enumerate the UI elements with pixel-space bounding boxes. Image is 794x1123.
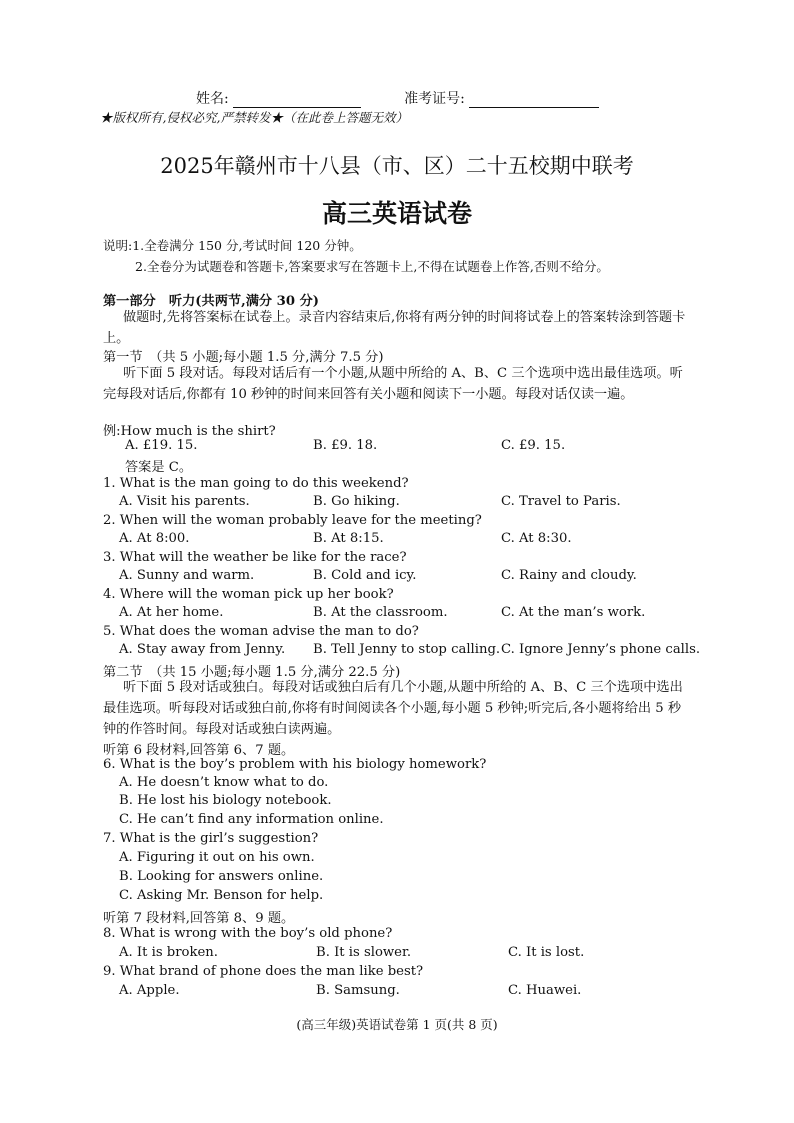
section2-instruction: 听下面 5 段对话或独白。每段对话或独白后有几个小题,从题中所给的 A、B、C 三个选项中选出最佳选项。听每段对话或独白前,你将有时间阅读各个小题,每小题 5 秒钟;听完后,各小题将给出 5 秒钟的作答时间。每段对话或独白读两遍。 xyxy=(103,680,683,737)
q2-option-b: B. At 8:15. xyxy=(313,531,384,546)
question-7: 7. What is the girl’s suggestion? xyxy=(103,831,319,846)
question-8: 8. What is wrong with the boy’s old phone? xyxy=(103,926,393,941)
q8-option-a: A. It is broken. xyxy=(119,945,218,960)
q7-option-c: C. Asking Mr. Benson for help. xyxy=(119,888,324,903)
q5-option-a: A. Stay away from Jenny. xyxy=(119,642,286,657)
q3-option-b: B. Cold and icy. xyxy=(313,568,417,583)
q7-option-b: B. Looking for answers online. xyxy=(119,869,324,884)
copyright-notice: ★版权所有,侵权必究,严禁转发★（在此卷上答题无效） xyxy=(100,110,408,125)
part1-heading: 第一部分 听力(共两节,满分 30 分) xyxy=(103,294,320,309)
question-3: 3. What will the weather be like for the race? xyxy=(103,550,407,565)
question-6: 6. What is the boy’s problem with his biology homework? xyxy=(103,757,487,772)
q3-option-a: A. Sunny and warm. xyxy=(119,568,255,583)
section1-instruction: 听下面 5 段对话。每段对话后有一个小题,从题中所给的 A、B、C 三个选项中选出最佳选项。听完每段对话后,你都有 10 秒钟的时间来回答有关小题和阅读下一小题。每段对话仅读一遍。 xyxy=(103,366,683,402)
q1-option-a: A. Visit his parents. xyxy=(119,494,250,509)
q9-option-c: C. Huawei. xyxy=(508,983,582,998)
name-blank xyxy=(233,93,361,108)
example-option-a: A. £19. 15. xyxy=(125,438,198,453)
question-5: 5. What does the woman advise the man to do? xyxy=(103,624,419,639)
id-blank xyxy=(469,93,599,108)
example-answer: 答案是 C。 xyxy=(125,460,193,475)
name-label: 姓名: xyxy=(196,91,229,107)
q6-option-b: B. He lost his biology notebook. xyxy=(119,793,332,808)
question-2: 2. When will the woman probably leave for the meeting? xyxy=(103,513,482,528)
section1-heading: 第一节 （共 5 小题;每小题 1.5 分,满分 7.5 分) xyxy=(103,350,384,365)
q1-option-c: C. Travel to Paris. xyxy=(501,494,621,509)
q1-option-b: B. Go hiking. xyxy=(313,494,400,509)
q2-option-c: C. At 8:30. xyxy=(501,531,572,546)
q2-option-a: A. At 8:00. xyxy=(119,531,190,546)
q3-option-c: C. Rainy and cloudy. xyxy=(501,568,637,583)
note-line-1: 说明:1.全卷满分 150 分,考试时间 120 分钟。 xyxy=(103,238,362,253)
exam-title: 2025年赣州市十八县（市、区）二十五校期中联考 xyxy=(160,154,634,178)
question-9: 9. What brand of phone does the man like best? xyxy=(103,964,424,979)
q6-option-c: C. He can’t find any information online. xyxy=(119,812,384,827)
page-footer: (高三年级)英语试卷第 1 页(共 8 页) xyxy=(296,1017,498,1032)
q4-option-c: C. At the man’s work. xyxy=(501,605,646,620)
material-6-label: 听第 6 段材料,回答第 6、7 题。 xyxy=(103,743,295,758)
q9-option-b: B. Samsung. xyxy=(316,983,400,998)
q8-option-c: C. It is lost. xyxy=(508,945,585,960)
note-line-2: 2.全卷分为试题卷和答题卡,答案要求写在答题卡上,不得在试题卷上作答,否则不给分。 xyxy=(135,259,609,274)
q4-option-a: A. At her home. xyxy=(119,605,224,620)
q8-option-b: B. It is slower. xyxy=(316,945,412,960)
material-7-label: 听第 7 段材料,回答第 8、9 题。 xyxy=(103,911,295,926)
section2-heading: 第二节 （共 15 小题;每小题 1.5 分,满分 22.5 分) xyxy=(103,665,401,680)
example-option-c: C. £9. 15. xyxy=(501,438,566,453)
q5-option-b: B. Tell Jenny to stop calling. xyxy=(313,642,501,657)
example-option-b: B. £9. 18. xyxy=(313,438,378,453)
part1-instruction: 做题时,先将答案标在试卷上。录音内容结束后,你将有两分钟的时间将试卷上的答案转涂到答题卡上。 xyxy=(103,310,686,346)
example-question: 例:How much is the shirt? xyxy=(103,424,276,439)
q9-option-a: A. Apple. xyxy=(119,983,180,998)
candidate-info xyxy=(196,88,599,108)
q4-option-b: B. At the classroom. xyxy=(313,605,448,620)
question-1: 1. What is the man going to do this weekend? xyxy=(103,476,409,491)
q5-option-c: C. Ignore Jenny’s phone calls. xyxy=(501,642,701,657)
q6-option-a: A. He doesn’t know what to do. xyxy=(119,775,329,790)
paper-title: 高三英语试卷 xyxy=(321,199,472,228)
question-4: 4. Where will the woman pick up her book? xyxy=(103,587,394,602)
q7-option-a: A. Figuring it out on his own. xyxy=(119,850,315,865)
id-label: 准考证号: xyxy=(404,91,465,107)
